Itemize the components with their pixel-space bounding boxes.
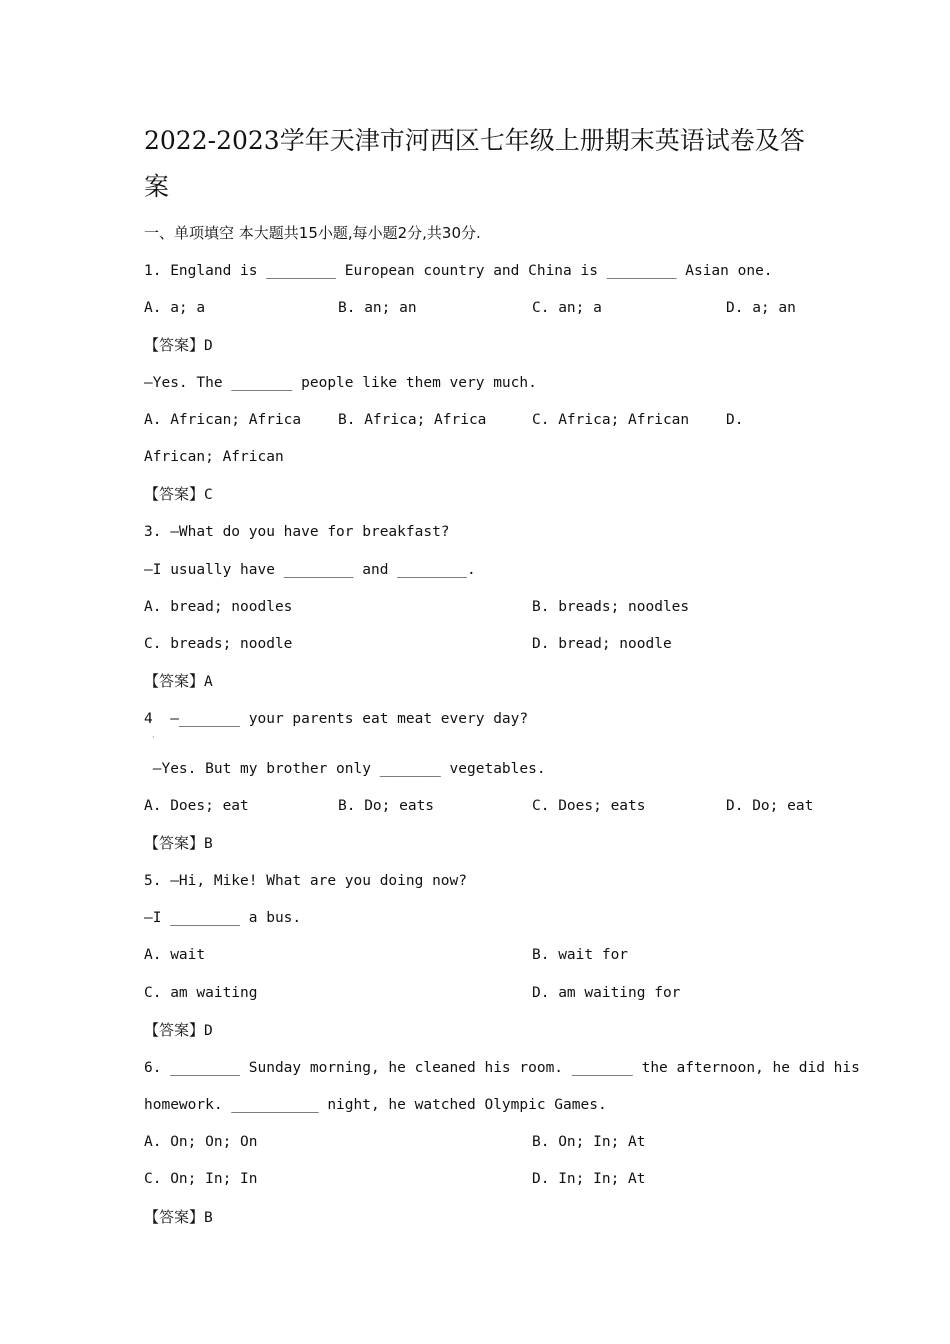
question-4-response: —Yes. But my brother only _______ vegetables.	[144, 761, 546, 777]
q4-option-b: B. Do; eats	[338, 798, 435, 814]
q2-option-b: B. Africa; Africa	[338, 412, 487, 428]
q3-option-d: D. bread; noodle	[532, 636, 672, 652]
answer-value: D	[204, 338, 213, 354]
q1-option-b: B. an; an	[338, 300, 417, 316]
question-6-stem: 6. ________ Sunday morning, he cleaned his room. _______ the afternoon, he did his	[144, 1060, 860, 1076]
q2-option-d-continued: African; African	[144, 449, 284, 465]
question-3-response: —I usually have ________ and ________.	[144, 562, 476, 578]
q2-option-a: A. African; Africa	[144, 412, 302, 428]
answer-label: 【答案】	[144, 1021, 205, 1039]
q3-option-b: B. breads; noodles	[532, 599, 690, 615]
question-6-stem-continued: homework. __________ night, he watched Olympic Games.	[144, 1097, 607, 1113]
stray-dot-mark: ·	[152, 733, 155, 742]
q1-option-c: C. an; a	[532, 300, 602, 316]
q2-option-d: D.	[726, 412, 744, 428]
q5-option-c: C. am waiting	[144, 985, 258, 1001]
section-heading: 一、单项填空 本大题共15小题,每小题2分,共30分.	[144, 224, 481, 242]
q4-answer	[144, 833, 213, 854]
q5-option-b: B. wait for	[532, 947, 629, 963]
question-4-stem: 4 —_______ your parents eat meat every day?	[144, 711, 529, 727]
answer-value: B	[204, 1210, 213, 1226]
question-3-stem: 3. —What do you have for breakfast?	[144, 524, 450, 540]
answer-value: C	[204, 487, 213, 503]
page-title: 2022-2023学年天津市河西区七年级上册期末英语试卷及答案	[144, 126, 805, 201]
answer-label: 【答案】	[144, 485, 205, 503]
q1-option-d: D. a; an	[726, 300, 796, 316]
q1-answer	[144, 335, 213, 356]
q6-option-c: C. On; In; In	[144, 1171, 258, 1187]
answer-value: B	[204, 836, 213, 852]
answer-value: D	[204, 1023, 213, 1039]
q6-option-a: A. On; On; On	[144, 1134, 258, 1150]
question-1-stem: 1. England is ________ European country and China is ________ Asian one.	[144, 263, 773, 279]
answer-label: 【答案】	[144, 672, 205, 690]
q6-answer	[144, 1207, 213, 1228]
q3-answer	[144, 671, 213, 692]
q3-option-c: C. breads; noodle	[144, 636, 293, 652]
q2-option-c: C. Africa; African	[532, 412, 690, 428]
answer-value: A	[204, 674, 213, 690]
q5-answer	[144, 1020, 213, 1041]
q6-option-d: D. In; In; At	[532, 1171, 646, 1187]
q4-option-a: A. Does; eat	[144, 798, 249, 814]
q1-option-a: A. a; a	[144, 300, 206, 316]
answer-label: 【答案】	[144, 834, 205, 852]
question-5-response: —I ________ a bus.	[144, 910, 302, 926]
q4-option-d: D. Do; eat	[726, 798, 814, 814]
q6-option-b: B. On; In; At	[532, 1134, 646, 1150]
q5-option-d: D. am waiting for	[532, 985, 681, 1001]
q4-option-c: C. Does; eats	[532, 798, 646, 814]
q5-option-a: A. wait	[144, 947, 206, 963]
q3-option-a: A. bread; noodles	[144, 599, 293, 615]
question-2-stem: —Yes. The _______ people like them very much.	[144, 375, 537, 391]
answer-label: 【答案】	[144, 336, 205, 354]
q2-answer	[144, 484, 213, 505]
question-5-stem: 5. —Hi, Mike! What are you doing now?	[144, 873, 468, 889]
answer-label: 【答案】	[144, 1208, 205, 1226]
